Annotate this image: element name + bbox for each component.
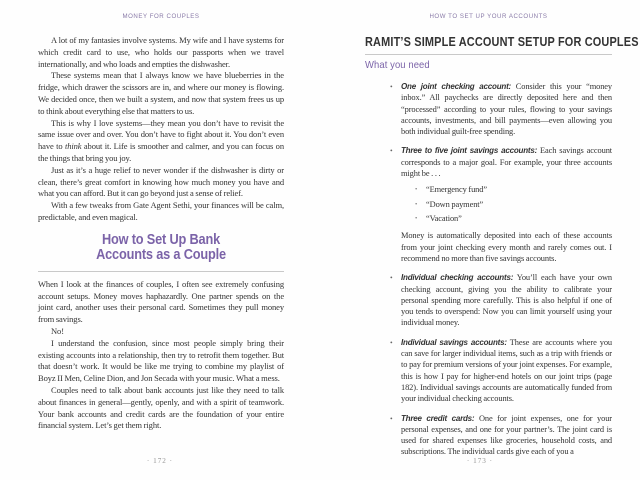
savings-goal-item: • “Emergency fund” — [415, 185, 612, 194]
running-head-left: MONEY FOR COUPLES — [122, 13, 200, 20]
account-type-item: • Individual savings accounts: These are accounts where you can save for larger individual items, such as a trip with friends or to pay for premium versions of your joint expenses. For example, this is how I pay for higher-end hotels on our joint trips (page 182). Individual savings accounts are automatically funded from your individual checking accounts. — [390, 337, 612, 405]
savings-goal-sublist — [415, 185, 612, 223]
account-type-item: • Individual checking accounts: You’ll each have your own checking account, giving you the ability to calibrate your personal spending more carefully. This is also helpful if one of you tends to overspend: Now you can limit yourself using your individual money. — [390, 272, 612, 328]
body-paragraphs — [38, 279, 284, 432]
savings-goal-item: • “Down payment” — [415, 200, 612, 209]
paragraph: I understand the confusion, since most people simply bring their existing accounts into a relationship, then try to retrofit them together. But that doesn’t work. It would be like me trying to combine my playlist of Boyz II Men, Celine Dion, and Jon Secada with your music. What a mess. — [38, 337, 284, 384]
section-heading-line1: How to Set Up Bank — [101, 231, 221, 248]
page-number-right: · 173 · — [466, 457, 494, 465]
account-type-label: Three credit cards: — [401, 413, 475, 423]
account-type-item: • Three to five joint savings accounts: Each savings account corresponds to a major goal. For example, your three accounts might be . . . • “Emergency fund” • “Down payment” • “Vacation” Money is automatically deposited into each of these accounts from your joint checking every month and rarely comes out. I recommend no more than five savings accounts. — [390, 145, 612, 264]
right-page — [320, 0, 640, 480]
paragraph: No! — [51, 325, 64, 336]
section-heading — [53, 233, 269, 264]
paragraph: Just as it’s a huge relief to never wonder if the dishwasher is dirty or clean, there’s great comfort in knowing how much money you have and what you can afford. But it can go beyond just a sense of relief. — [38, 164, 284, 199]
paragraph: A lot of my fantasies involve systems. My wife and I have systems for which credit card to use, who holds our passports when we travel internationally, and who loads and empties the dishwasher. — [38, 35, 284, 69]
setup-heading-rule — [365, 54, 612, 55]
paragraph: With a few tweaks from Gate Agent Sethi, your finances will be calm, predictable, and even magical. — [38, 200, 284, 222]
running-head-right: HOW TO SET UP YOUR ACCOUNTS — [429, 13, 548, 20]
account-setup-list — [365, 81, 612, 458]
page-number-left: · 172 · — [146, 457, 174, 465]
paragraph: These systems mean that I always know we have blueberries in the fridge, which drawer the scissors are in, and where our money is flowing. We decided once, then we built a system, and now that system frees us up to think about everything else that matters to us. — [38, 70, 284, 116]
intro-paragraphs — [38, 35, 284, 224]
section-heading-rule — [38, 271, 284, 272]
savings-goal-item: • “Vacation” — [415, 214, 612, 223]
paragraph: This is why I love systems—they mean you don’t have to revisit the same issue over and over. You don’t have to fight about it. You don’t even have to think about it. Life is smoother and calmer, and you can focus on the things that bring you joy. — [38, 117, 284, 163]
account-type-label: One joint checking account: — [401, 82, 511, 91]
bullet-continuation: Money is automatically deposited into each of these accounts from your joint checking every month and rarely comes out. I recommend no more than five savings accounts. — [401, 231, 612, 263]
paragraph: Couples need to talk about bank accounts just like they need to talk about finances in general—gently, openly, and with a spirit of teamwork. Your bank accounts and credit cards are the foundation of your entire financial system. Let’s get them right. — [38, 384, 284, 431]
setup-heading: RAMIT’S SIMPLE ACCOUNT SETUP FOR COUPLES — [365, 34, 639, 49]
account-type-item: • One joint checking account: Consider this your “money inbox.” All paychecks are directly deposited here and then “processed” according to your rules, flowing to your savings accounts, investments, and bill payments—even allowing you both individual guilt-free spending. — [390, 81, 612, 137]
account-type-label: Individual savings accounts: — [401, 337, 507, 347]
paragraph: When I look at the finances of couples, I often see extremely confusing account setups. Money moves haphazardly. One partner spends on the joint card, another uses their personal card. Sometimes they pull money from savings. — [38, 278, 284, 325]
account-type-label: Three to five joint savings accounts: — [401, 146, 538, 156]
section-heading-line2: Accounts as a Couple — [96, 247, 226, 264]
what-you-need-subheading: What you need — [365, 59, 430, 71]
account-type-label: Individual checking accounts: — [401, 273, 514, 283]
account-type-item: • Three credit cards: One for joint expenses, one for your personal expenses, and one for your partner’s. The joint card is used for shared expenses like groceries, household costs, and subscriptions. The individual cards give each of you a — [390, 413, 612, 458]
